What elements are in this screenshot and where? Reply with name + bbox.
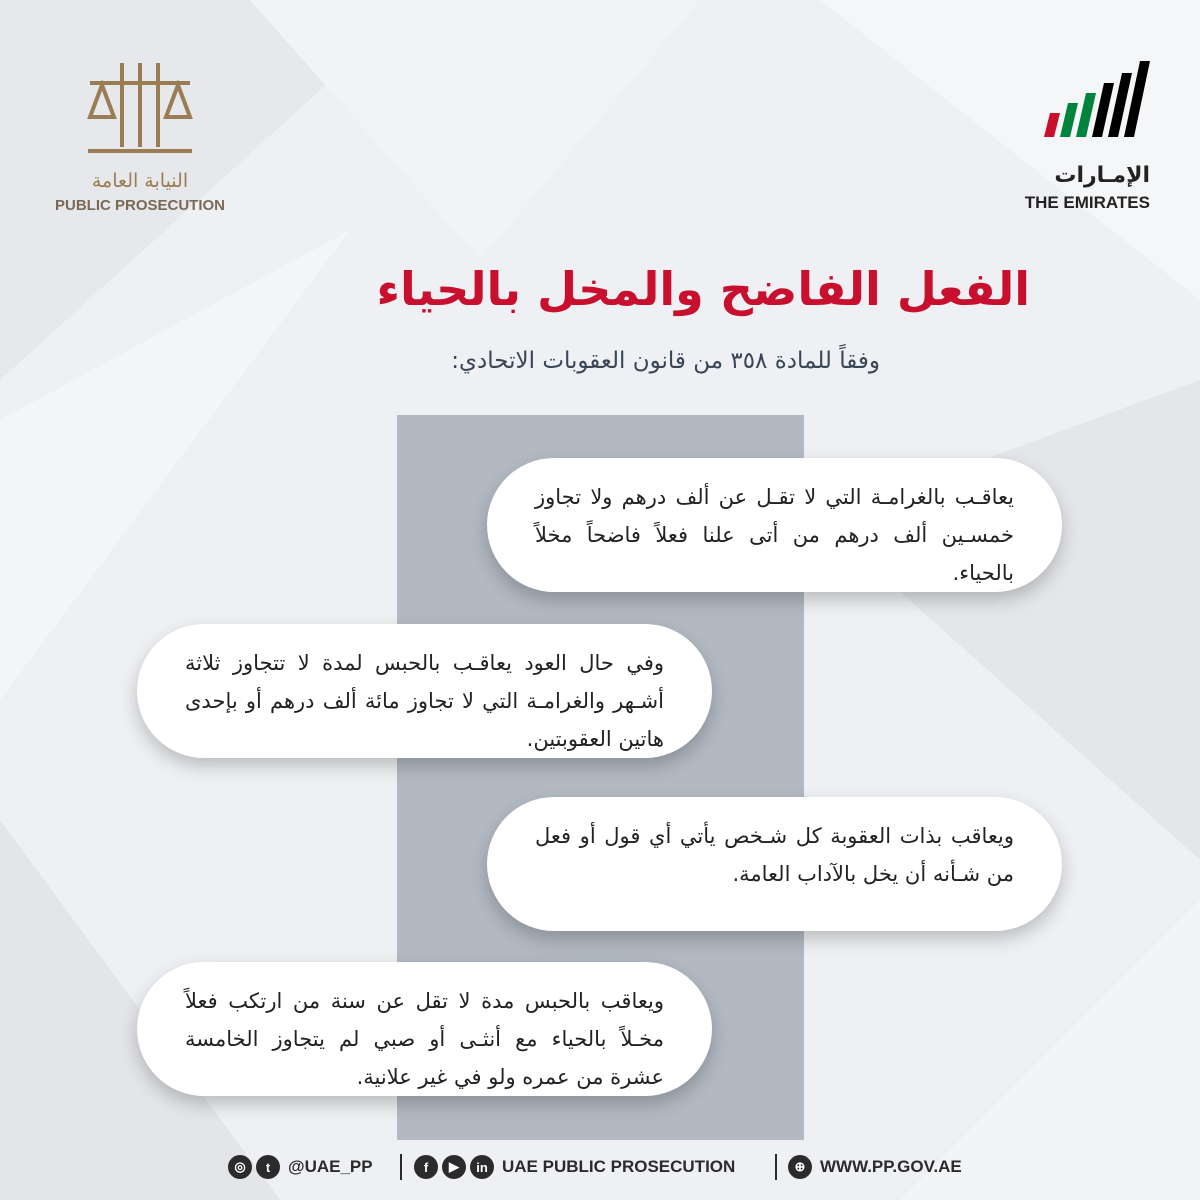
info-card-repeat-offense: وفي حال العود يعاقـب بالحبس لمدة لا تتجاوز ثلاثة أشـهر والغرامـة التي لا تجاوز مائة ألف درهم أو بإحدى هاتين العقوبتين.: [137, 624, 712, 758]
website-link[interactable]: WWW.PP.GOV.AE: [820, 1157, 962, 1176]
info-card-public-morals: ويعاقب بذات العقوبة كل شـخص يأتي أي قول أو فعل من شـأنه أن يخل بالآداب العامة.: [487, 797, 1062, 931]
social-handle-group: [228, 1150, 373, 1184]
footer: [0, 1150, 1200, 1184]
prosecution-name-en: PUBLIC PROSECUTION: [54, 197, 225, 214]
footer-divider: [775, 1154, 777, 1180]
info-card-fine: يعاقـب بالغرامـة التي لا تقـل عن ألف درهم ولا تجاوز خمسـين ألف درهم من أتى علنا فعلاً فاضحاً مخلاً بالحياء.: [487, 458, 1062, 592]
twitter-icon[interactable]: t: [256, 1155, 280, 1179]
page-title: الفعل الفاضح والمخل بالحياء: [376, 262, 1030, 316]
youtube-icon[interactable]: ▶: [442, 1155, 466, 1179]
globe-icon[interactable]: ⊕: [788, 1155, 812, 1179]
org-name-group: [414, 1150, 735, 1184]
the-emirates-logo: [1010, 55, 1160, 220]
prosecution-name-ar: النيابة العامة: [91, 170, 189, 192]
org-name[interactable]: UAE PUBLIC PROSECUTION: [502, 1157, 736, 1176]
public-prosecution-logo: [50, 55, 230, 220]
info-card-minor-offense: ويعاقب بالحبس مدة لا تقل عن سنة من ارتكب فعلاً مخـلاً بالحياء مع أنثـى أو صبي لم يتجاوز الخامسة عشرة من عمره ولو في غير علانية.: [137, 962, 712, 1096]
website-group: [788, 1150, 962, 1184]
scales-icon: [80, 55, 200, 165]
emirates-name-ar: الإمـارات: [1054, 163, 1150, 188]
social-handle[interactable]: @UAE_PP: [288, 1157, 373, 1176]
instagram-icon[interactable]: ◎: [228, 1155, 252, 1179]
emirates-name-en: THE EMIRATES: [1024, 193, 1150, 212]
footer-divider: [400, 1154, 402, 1180]
linkedin-icon[interactable]: in: [470, 1155, 494, 1179]
facebook-icon[interactable]: f: [414, 1155, 438, 1179]
emirates-stripes-icon: [1030, 55, 1150, 145]
page-subtitle: وفقاً للمادة ٣٥٨ من قانون العقوبات الاتحادي:: [451, 348, 880, 374]
